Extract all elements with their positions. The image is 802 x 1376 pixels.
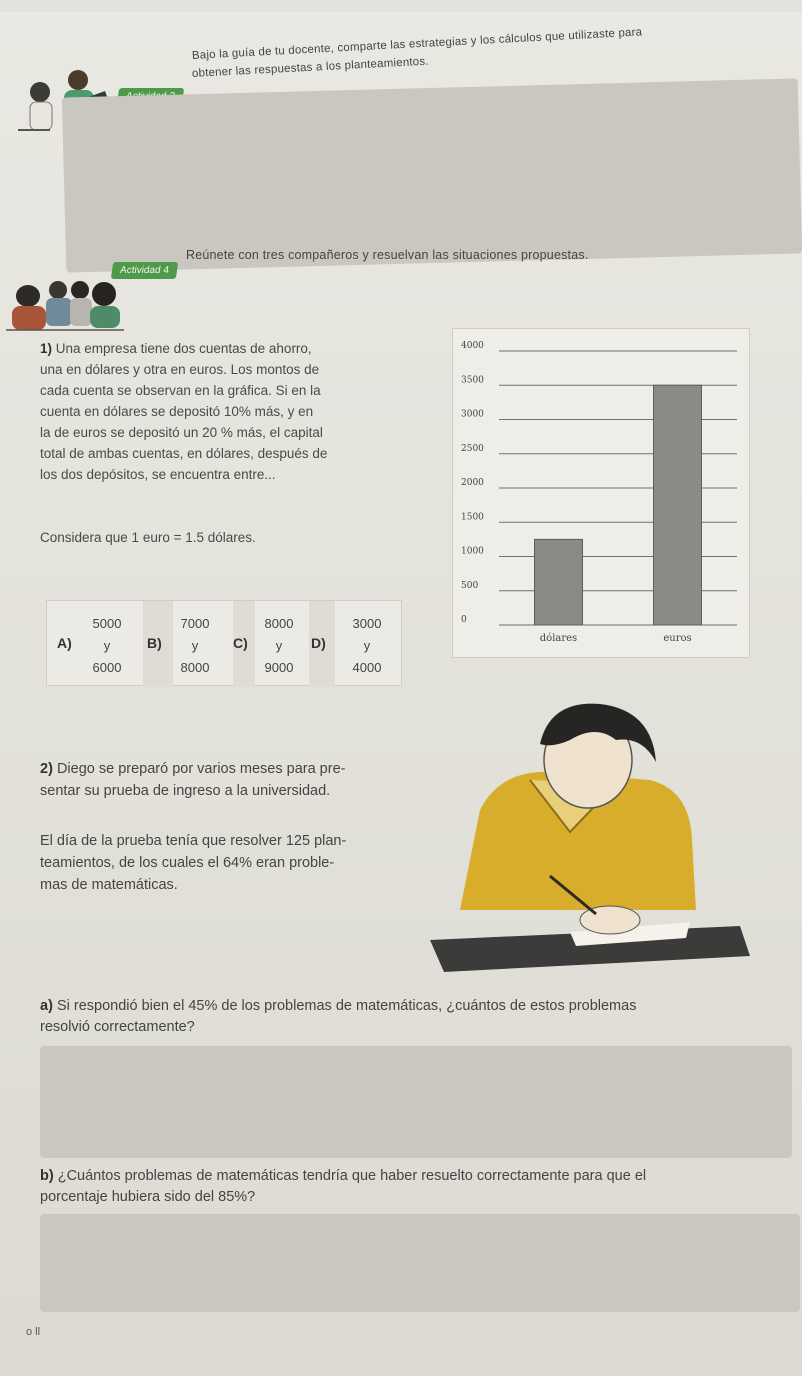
- conversion-note: Considera que 1 euro = 1.5 dólares.: [40, 530, 256, 545]
- page-footer-mark: o ll: [26, 1326, 41, 1338]
- question-2b-line: ¿Cuántos problemas de matemáticas tendría que haber resuelto correctamente para que el: [57, 1168, 647, 1184]
- bar-1: [654, 385, 702, 625]
- problem-1-statement: [40, 338, 400, 485]
- option-a-top: 5000: [92, 616, 122, 631]
- y-tick-label: 3000: [461, 409, 484, 420]
- y-tick-label: 2000: [461, 478, 484, 488]
- problem-1-number: 1): [40, 341, 53, 356]
- problem-2-intro-line: Diego se preparó por varios meses para pre-: [56, 761, 346, 777]
- x-category-label: dólares: [539, 633, 578, 644]
- question-2b-answer-box[interactable]: [40, 1214, 800, 1312]
- y-tick-label: 1500: [461, 512, 484, 523]
- question-2b-line: porcentaje hubiera sido del 85%?: [40, 1189, 256, 1205]
- option-b-values[interactable]: [165, 613, 225, 679]
- y-tick-label: 500: [461, 580, 479, 591]
- option-d-values[interactable]: [337, 613, 397, 679]
- activity-3-answer-box[interactable]: [62, 78, 802, 272]
- problem-2-detail-line: mas de matemáticas.: [40, 877, 178, 893]
- option-b-bottom: 8000: [180, 660, 210, 675]
- x-category-label: euros: [663, 633, 692, 644]
- option-b-mid: y: [191, 638, 199, 653]
- activity-3-instruction-line-1: Bajo la guía de tu docente, comparte las estrategias y los cálculos que utilizaste para: [191, 26, 643, 62]
- y-tick-label: 2500: [461, 443, 484, 454]
- activity-3-instruction-line-2: obtener las respuestas a los planteamientos.: [191, 55, 430, 80]
- problem-2-intro: [40, 758, 410, 802]
- option-d-bottom: 4000: [352, 660, 382, 675]
- question-2b: [40, 1166, 800, 1208]
- answer-options: [46, 600, 402, 686]
- question-2a: [40, 996, 800, 1038]
- y-tick-label: 0: [461, 615, 467, 625]
- problem-1-line: la de euros se depositó un 20 % más, el capital: [40, 425, 323, 440]
- option-c-mid: y: [275, 638, 283, 653]
- savings-bar-chart: [453, 329, 751, 659]
- problem-1-line: los dos depósitos, se encuentra entre...: [40, 467, 276, 482]
- option-c-bottom: 9000: [264, 660, 294, 675]
- question-2a-line: Si respondió bien el 45% de los problemas de matemáticas, ¿cuántos de estos problemas: [56, 998, 637, 1014]
- option-c-letter[interactable]: C): [233, 635, 248, 651]
- problem-2-detail-line: teamientos, de los cuales el 64% eran proble-: [40, 855, 335, 871]
- y-tick-label: 3500: [461, 375, 484, 386]
- problem-1-line: cuenta en dólares se depositó 10% más, y en: [40, 404, 314, 419]
- option-a-letter[interactable]: A): [57, 635, 72, 651]
- problem-1-line: total de ambas cuentas, en dólares, después de: [40, 446, 328, 461]
- bar-0: [535, 539, 583, 625]
- activity-4-instruction: Reúnete con tres compañeros y resuelvan las situaciones propuestas.: [186, 248, 589, 262]
- option-c-values[interactable]: [249, 613, 309, 679]
- problem-1-line: Una empresa tiene dos cuentas de ahorro,: [55, 341, 312, 356]
- problem-2-intro-line: sentar su prueba de ingreso a la universidad.: [40, 783, 331, 799]
- savings-chart-frame: [452, 328, 750, 658]
- group-illustration: [6, 278, 124, 334]
- option-c-top: 8000: [264, 616, 294, 631]
- y-tick-label: 1000: [461, 546, 484, 557]
- problem-2-number: 2): [40, 761, 53, 777]
- question-2a-answer-box[interactable]: [40, 1046, 792, 1158]
- option-d-top: 3000: [352, 616, 382, 631]
- problem-1-line: una en dólares y otra en euros. Los montos de: [40, 362, 320, 377]
- option-a-mid: y: [103, 638, 111, 653]
- activity-4-badge: Actividad 4: [111, 262, 178, 279]
- option-d-mid: y: [363, 638, 371, 653]
- problem-1-line: cada cuenta se observan en la gráfica. Si en la: [40, 383, 321, 398]
- problem-2-detail-line: El día de la prueba tenía que resolver 125 plan-: [40, 833, 347, 849]
- student-writing-illustration: [420, 700, 760, 980]
- question-2a-letter: a): [40, 998, 53, 1014]
- option-a-bottom: 6000: [92, 660, 122, 675]
- page-top-edge: [0, 0, 802, 12]
- option-d-letter[interactable]: D): [311, 635, 326, 651]
- y-tick-label: 4000: [461, 341, 484, 351]
- problem-2-detail: [40, 830, 420, 896]
- option-b-letter[interactable]: B): [147, 635, 162, 651]
- question-2b-letter: b): [40, 1168, 54, 1184]
- option-b-top: 7000: [180, 616, 210, 631]
- option-a-values[interactable]: [77, 613, 137, 679]
- question-2a-line: resolvió correctamente?: [40, 1019, 195, 1035]
